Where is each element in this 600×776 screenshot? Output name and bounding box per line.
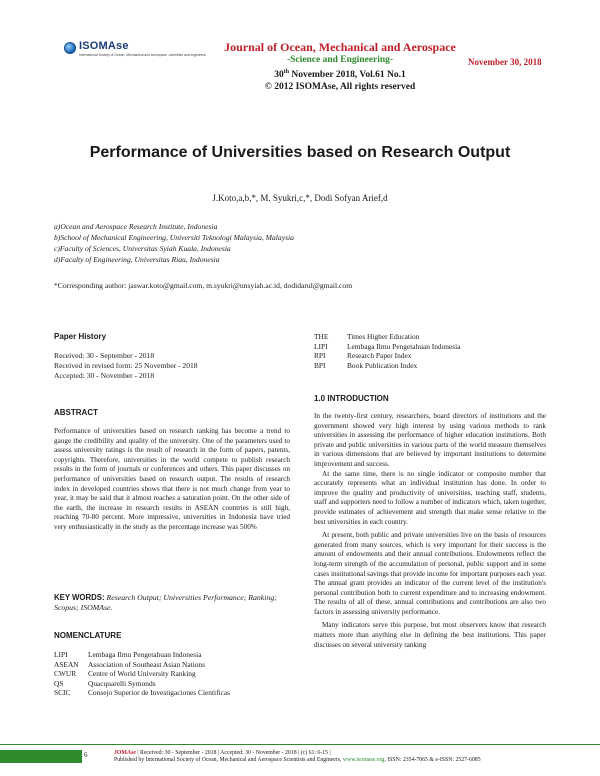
- abstract-text: Performance of universities based on research ranking has become a trend to gauge the credibility and quality of the university. One of the parameters used to assess university ratings is the result of research in the form of papers, patents, copyrights. Therefore, universities in the world compete to publish research results in the form of journals or conferences and others. This paper discusses on performance of universities based on research output. The results of research index in developed countries shows that there is not much change from year to year, it may be said that it almost reaches a saturation point. On the other side of the earth, the increase in research results in ASEAN countries is still high, reaching 70-80 percent. More impressive, universities in Indonesia have tried very enthusiastically in the study as the percentage increase was 500%: [54, 427, 290, 531]
- introduction-section: [314, 394, 546, 650]
- footer-publisher: Published by International Society of Ocean, Mechanical and Aerospace Scientists and Engineers, www.isomase.org, ISSN: 2354-7065 & e-ISSN: 2527-6085: [114, 757, 481, 763]
- author-list: J.Koto,a,b,*, M. Syukri,c,*, Dodi Sofyan Arief,d: [212, 193, 388, 203]
- keywords-text: Research Output; Universities Performance; Ranking; Scopus; ISOMAse.: [54, 593, 277, 612]
- keywords: [54, 593, 290, 613]
- footer-color-bar: [0, 750, 82, 763]
- nomenclature-section: [54, 631, 290, 698]
- table-row: CWUR Centre of World University Ranking: [54, 669, 196, 679]
- globe-icon: [64, 42, 76, 54]
- accepted-date: Accepted: 30 - November - 2018: [54, 371, 155, 380]
- affiliation-a: a)Ocean and Aerospace Research Institute, Indonesia: [54, 222, 218, 231]
- table-row: ASEAN Association of Southeast Asian Nations: [54, 659, 206, 669]
- nomenclature-continued: [314, 332, 546, 370]
- journal-subtitle: -Science and Engineering-: [286, 55, 394, 65]
- intro-paragraph-3: At present, both public and private universities live on the basis of resources generated from many sources, which is very important for their success is the amount of endowments and their annual contributions. Endowments reflect the long-term strength of the accumulation of personal, public support and in some cases institutional savings that provide income for important purposes each year. The annual grant provides an indicator of the current level of the institution's personal contribution both to current expenditure and to increasing endowment. The results of all of these, annual contributions and contributions are also two factors in assessing university performance.: [314, 531, 546, 616]
- journal-issue: 30th November 2018, Vol.61 No.1: [274, 69, 406, 81]
- paper-history: [54, 332, 290, 381]
- paper-title: Performance of Universities based on Research Output: [89, 144, 511, 161]
- table-row: BPI Book Publication Index: [314, 360, 418, 370]
- corresponding-author: *Corresponding author: jaswar.koto@gmail.com, m.syukri@unsyiah.ac.id, dodidarul@gmail.com: [54, 281, 353, 290]
- logo-subtitle: International Society of Ocean, Mechanical and Aerospace -scientists and engineers-: [79, 53, 207, 57]
- keywords-label: KEY WORDS:: [54, 593, 105, 602]
- logo-name: ISOMAse: [79, 40, 129, 52]
- table-row: LIPI Lembaga Ilmu Pengetahuan Indonesia: [54, 650, 202, 659]
- affiliation-c: c)Faculty of Sciences, Universitas Syiah Kuala, Indonesia: [54, 244, 231, 253]
- intro-paragraph-4: Many indicators serve this purpose, but most observers know that research matters more than anything else in defining the best institutions. This paper discusses on several university ranking: [314, 621, 546, 649]
- intro-paragraph-2: At the same time, there is no single indicator or composite number that accurately represents what an individual institution has done. In order to improve the quality and productivity of universities, teaching staff, students, staff and supporters need to follow a number of indicators which, taken together, provide estimates of achievement and strength that make sense relative to the best universities in each country.: [314, 469, 546, 526]
- journal-copyright: © 2012 ISOMAse, All rights reserved: [264, 82, 416, 93]
- nomenclature-heading: NOMENCLATURE: [54, 631, 122, 640]
- abstract-heading: ABSTRACT: [54, 408, 98, 417]
- revised-date: Received in revised form: 25 November - 2018: [54, 361, 198, 370]
- table-row: SCIC Consejo Superior de Investigaciones Cientificas: [54, 688, 231, 698]
- table-row: RPI Research Paper Index: [314, 351, 412, 361]
- table-row: QS Quacquarelli Symonds: [54, 678, 156, 688]
- nomenclature-table: [54, 650, 230, 698]
- footer-website-link[interactable]: www.isomase.org: [342, 757, 385, 763]
- header-date: November 30, 2018: [468, 57, 542, 67]
- nomenclature-table-continued: [314, 332, 461, 370]
- footer-citation: JOMAse | Received: 30 - September - 2018 | Accepted: 30 - November - 2018 | (c) 61: 6-15 |: [114, 750, 331, 756]
- journal-name: Journal of Ocean, Mechanical and Aerospace: [224, 40, 456, 54]
- received-date: Received: 30 - September - 2018: [54, 351, 155, 360]
- footer-rule: [0, 744, 600, 745]
- table-row: THE Times Higher Education: [314, 332, 420, 341]
- introduction-heading: 1.0 INTRODUCTION: [314, 394, 389, 403]
- intro-paragraph-1: In the twenty-first century, researchers, board directors of institutions and the government showed very high interest by using various methods to rank universities in assessing the performance of higher education institutions. Both private and public universities in various parts of the world measure themselves in various dimensions that are believed by important institutions to determine improvement and success.: [314, 412, 546, 468]
- journal-header: [200, 40, 480, 93]
- footer-brand: JOMAse: [114, 750, 136, 756]
- table-row: LIPI Lembaga Ilmu Pengetahuan Indonesia: [314, 341, 461, 351]
- affiliation-b: b)School of Mechanical Engineering, Universiti Teknologi Malaysia, Malaysia: [54, 233, 294, 242]
- page-number: 6: [84, 751, 88, 759]
- affiliation-d: d)Faculty of Engineering, Universitas Riau, Indonesia: [54, 255, 220, 264]
- abstract-section: [54, 408, 290, 533]
- paper-history-heading: Paper History: [54, 332, 107, 341]
